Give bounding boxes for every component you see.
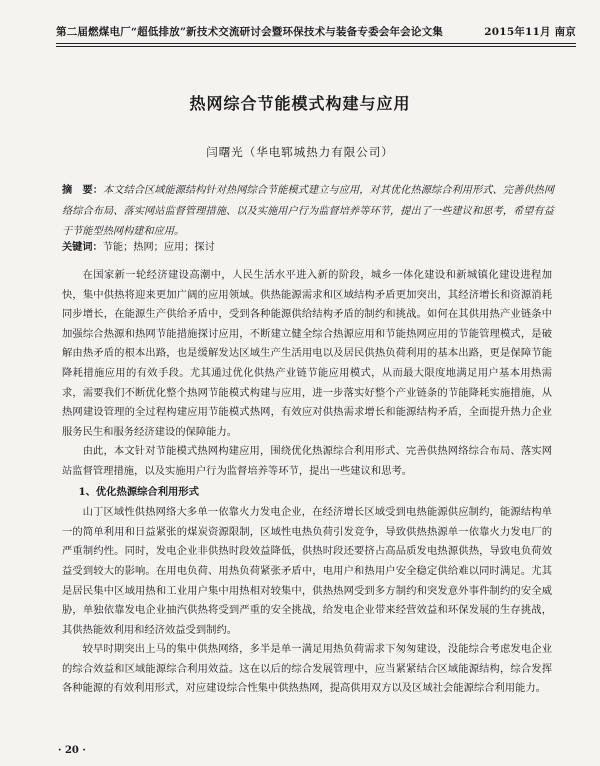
keywords (62, 237, 554, 258)
body-paragraph-3: 山丁区域性供热网络大多单一依靠火力发电企业，在经济增长区域受到电热能源供应制约，能源结构单一的简单利用和日益紧张的煤炭资源限制，区域性电热负荷引发竞争，导致供热热源单一依靠火力发电厂的严重制约性。同时，发电企业非供热时段效益降低，供热时段还要挤占高品质发电热源供热，导致电负荷效益受到较大的影响。在用电负荷、用热负荷紧张矛盾中，电用户和热用户安全稳定供给难以同时满足。尤其是居民集中区域用热和工业用户集中用热相对较集中，供热热网受到多方制约和突发意外事件制约的安全威胁，单独依靠发电企业抽汽供热将受到严重的安全挑战，给发电企业带来经营效益和环保发展的生存挑战，其供热能效利用和经济效益受到制约。 (62, 506, 552, 636)
body-paragraph-1: 在国家新一轮经济建设高潮中，人民生活水平进入新的阶段，城乡一体化建设和新城镇化建设进程加快，集中供热将迎来更加广阔的应用领域。供热能源需求和区域结构矛盾更加突出，其经济增长和资源消耗同步增长，在能源生产供给矛盾中，受到各种能源供给结构矛盾的制约和挑战。如何在其供用热产业链条中加强综合热源和热网节能措施探讨应用，不断建立健全综合热源应用和节能热网应用的节能管理模式，是破解由热矛盾的根本出路，也是缓解发达区域生产生活用电以及居民供热负荷利用的基本出路，更是保障节能降耗措施应用的有效手段。尤其通过优化供热产业链节能应用模式，从而最大限度地满足用户基本用热需求，需要我们不断优化整个热网节能模式构建与应用，进一步落实好整个产业链条的节能降耗实施措施，从热网建设管理的全过程构建应用节能模式热网，有效应对供热需求增长和能源结构矛盾，全面提升热力企业服务民生和服务经济建设的保障能力。 (62, 269, 552, 438)
body-paragraph-4: 较早时期突出上马的集中供热网络，多半是单一满足用热负荷需求下匆匆建设，没能综合考虑发电企业的综合效益和区域能源综合利用效益。这在以后的综合发展管理中，应当紧紧结合区域能源结构，综合发挥各种能源的有效利用形式，对应建设综合性集中供热热网，提高供用双方以及区域社会能源综合利用能力。 (62, 643, 552, 695)
page-number: · 20 · (58, 745, 86, 756)
abstract-text: 本文结合区域能源结构针对热网综合节能模式建立与应用，对其优化热源综合利用形式、完善供热网络综合布局、落实网站监督管理措施、以及实施用户行为监督培养等环节，提出了一些建议和思考，希望有益于节能型热网构建和应用。 (62, 185, 555, 237)
section-heading-1: 1、优化热源综合利用形式 (78, 485, 199, 498)
keywords-label: 关键词： (62, 241, 103, 253)
header-rule (56, 43, 576, 44)
running-header (56, 24, 576, 39)
conference-name: 第二届燃煤电厂“超低排放”新技术交流研讨会暨环保技术与装备专委会年会论文集 (56, 26, 443, 38)
abstract (62, 180, 554, 243)
body-paragraph-2: 由此，本文针对节能模式热网构建应用，围绕优化热源综合利用形式、完善供热网络综合布局、落实网站监督管理措施，以及实施用户行为监督培养等环节，提出一些建议和思考。 (62, 445, 552, 477)
abstract-label: 摘 要： (62, 184, 104, 196)
keywords-text: 节能；热网；应用；探讨 (102, 242, 215, 253)
date-location: 2015年11月 南京 (484, 26, 576, 38)
body-text (62, 266, 552, 699)
article-title: 热网综合节能模式构建与应用 (189, 94, 411, 113)
header-rule-thin (56, 46, 576, 47)
article-author: 闫曙光（华电郓城热力有限公司） (206, 145, 394, 159)
